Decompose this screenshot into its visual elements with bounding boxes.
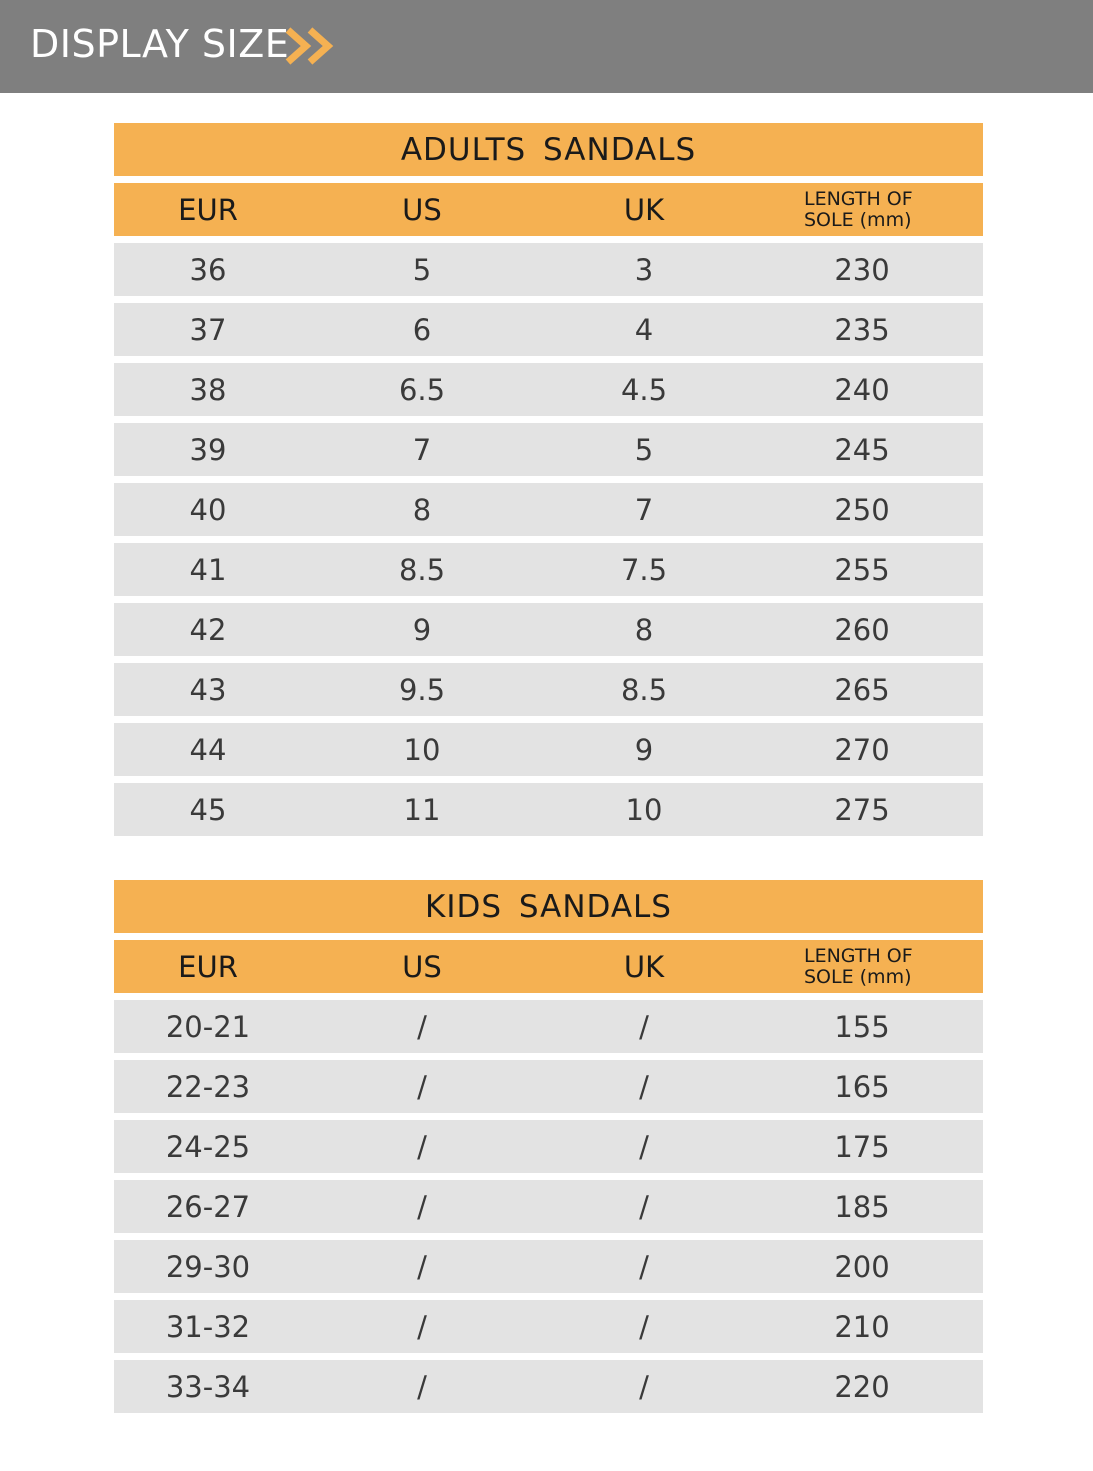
double-chevron-right-icon	[284, 24, 344, 68]
cell-length: 260	[834, 612, 890, 647]
cell-eur: 42	[189, 612, 227, 647]
cell-uk: /	[639, 1309, 649, 1344]
cell-eur: 24-25	[165, 1129, 251, 1164]
table-row	[114, 1360, 983, 1413]
cell-us: /	[417, 1249, 427, 1284]
cell-length: 270	[834, 732, 890, 767]
cell-eur: 40	[189, 492, 227, 527]
cell-us: /	[417, 1129, 427, 1164]
cell-uk: /	[639, 1369, 649, 1404]
column-length-line2: SOLE (mm)	[804, 208, 912, 231]
cell-length: 155	[834, 1009, 890, 1044]
cell-length: 250	[834, 492, 890, 527]
table-row	[114, 723, 983, 776]
cell-us: 10	[403, 732, 441, 767]
table-row	[114, 543, 983, 596]
table-row	[114, 1120, 983, 1173]
cell-eur: 22-23	[165, 1069, 251, 1104]
cell-us: 9	[412, 612, 432, 647]
column-length-line1: LENGTH OF	[804, 187, 913, 210]
cell-uk: /	[639, 1129, 649, 1164]
adults-table-title: ADULTS SANDALS	[114, 123, 983, 176]
cell-uk: 5	[634, 432, 654, 467]
adults-size-table	[114, 123, 983, 836]
cell-us: /	[417, 1369, 427, 1404]
cell-uk: 10	[625, 792, 663, 827]
column-eur: EUR	[178, 949, 238, 984]
table-row	[114, 1000, 983, 1053]
table-row	[114, 363, 983, 416]
cell-length: 220	[834, 1369, 890, 1404]
table-row	[114, 423, 983, 476]
cell-eur: 39	[189, 432, 227, 467]
cell-length: 255	[834, 552, 890, 587]
cell-uk: 4.5	[620, 372, 668, 407]
cell-us: /	[417, 1009, 427, 1044]
column-length-line2: SOLE (mm)	[804, 965, 912, 988]
cell-eur: 37	[189, 312, 227, 347]
cell-length: 265	[834, 672, 890, 707]
cell-uk: 3	[634, 252, 654, 287]
cell-eur: 43	[189, 672, 227, 707]
column-eur: EUR	[178, 192, 238, 227]
cell-uk: 8	[634, 612, 654, 647]
cell-us: /	[417, 1309, 427, 1344]
cell-uk: 9	[634, 732, 654, 767]
cell-eur: 29-30	[165, 1249, 251, 1284]
cell-uk: /	[639, 1069, 649, 1104]
cell-eur: 31-32	[165, 1309, 251, 1344]
column-uk: UK	[623, 949, 665, 984]
cell-us: 11	[403, 792, 441, 827]
table-row	[114, 1060, 983, 1113]
table-row	[114, 783, 983, 836]
adults-rows	[114, 243, 983, 836]
cell-length: 235	[834, 312, 890, 347]
kids-size-table	[114, 880, 983, 1413]
column-us: US	[402, 949, 442, 984]
cell-eur: 38	[189, 372, 227, 407]
cell-uk: /	[639, 1249, 649, 1284]
cell-length: 245	[834, 432, 890, 467]
cell-us: 8.5	[398, 552, 446, 587]
cell-eur: 33-34	[165, 1369, 251, 1404]
page-title: DISPLAY SIZE	[30, 22, 290, 66]
cell-us: 6.5	[398, 372, 446, 407]
cell-eur: 36	[189, 252, 227, 287]
cell-eur: 44	[189, 732, 227, 767]
header-bar	[0, 0, 1093, 93]
table-row	[114, 303, 983, 356]
table-row	[114, 483, 983, 536]
cell-uk: /	[639, 1189, 649, 1224]
cell-length: 175	[834, 1129, 890, 1164]
cell-length: 210	[834, 1309, 890, 1344]
cell-length: 165	[834, 1069, 890, 1104]
cell-us: 8	[412, 492, 432, 527]
table-row	[114, 243, 983, 296]
table-row	[114, 663, 983, 716]
table-row	[114, 603, 983, 656]
table-row	[114, 1240, 983, 1293]
cell-us: 6	[412, 312, 432, 347]
cell-us: /	[417, 1069, 427, 1104]
cell-eur: 26-27	[165, 1189, 251, 1224]
cell-us: /	[417, 1189, 427, 1224]
cell-eur: 45	[189, 792, 227, 827]
column-uk: UK	[623, 192, 665, 227]
kids-rows	[114, 1000, 983, 1413]
cell-eur: 41	[189, 552, 227, 587]
table-row	[114, 1300, 983, 1353]
cell-length: 240	[834, 372, 890, 407]
cell-length: 275	[834, 792, 890, 827]
cell-us: 7	[412, 432, 432, 467]
column-length	[804, 940, 954, 993]
cell-uk: 7	[634, 492, 654, 527]
table-row	[114, 1180, 983, 1233]
column-length	[804, 183, 954, 236]
cell-us: 5	[412, 252, 432, 287]
cell-us: 9.5	[398, 672, 446, 707]
cell-uk: 4	[634, 312, 654, 347]
adults-column-header	[114, 183, 983, 236]
cell-uk: /	[639, 1009, 649, 1044]
cell-uk: 7.5	[620, 552, 668, 587]
cell-length: 230	[834, 252, 890, 287]
kids-table-title: KIDS SANDALS	[114, 880, 983, 933]
cell-length: 185	[834, 1189, 890, 1224]
kids-column-header	[114, 940, 983, 993]
column-length-line1: LENGTH OF	[804, 944, 913, 967]
column-us: US	[402, 192, 442, 227]
cell-length: 200	[834, 1249, 890, 1284]
cell-eur: 20-21	[165, 1009, 251, 1044]
cell-uk: 8.5	[620, 672, 668, 707]
